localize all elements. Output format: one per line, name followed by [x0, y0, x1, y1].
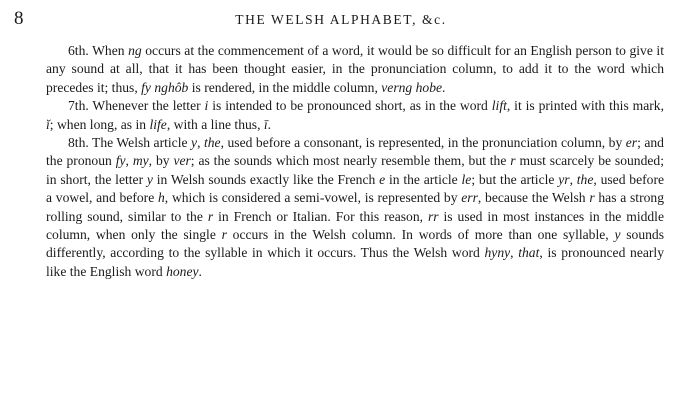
text-run: in the article — [385, 171, 462, 187]
text-run: must scarcely be sounded; in short, the letter — [46, 153, 665, 187]
text-run: , it is printed with this mark, — [506, 98, 664, 114]
paragraph-8th — [46, 134, 664, 281]
text-run: sounds differently, according to the syllable in which it occurs. Thus the Welsh word — [46, 227, 665, 261]
text-run: , — [197, 135, 204, 151]
text-run: . — [442, 79, 446, 95]
italic-text-run: hyny — [484, 245, 511, 261]
text-run: in French or Italian. For this reason, — [213, 208, 428, 224]
text-run: ; and the pronoun — [46, 135, 664, 169]
italic-text-run: ĭ — [46, 116, 50, 132]
italic-text-run: that — [518, 245, 540, 261]
running-title: THE WELSH ALPHABET, &c. — [235, 12, 447, 27]
italic-text-run: the — [576, 171, 594, 187]
italic-text-run: e — [379, 171, 386, 187]
text-run: occurs at the commencement of a word, it would be so difficult for an English person to give it any sound at all, that it has been thought easier, in the pronunciation column, to add it to the word which precedes it; thus, — [46, 43, 664, 95]
text-run: ; but the article — [471, 171, 559, 187]
italic-text-run: ng — [128, 43, 142, 58]
text-run: , used before a consonant, is represented, in the pronunciation column, by — [220, 135, 626, 151]
paragraph-7th — [46, 97, 664, 134]
text-run: 7th. Whenever the letter — [68, 98, 205, 114]
italic-text-run: le — [461, 171, 472, 187]
italic-text-run: lift — [491, 98, 507, 114]
italic-text-run: ver — [173, 153, 191, 169]
italic-text-run: r — [221, 227, 227, 243]
italic-text-run: y — [146, 171, 153, 187]
italic-text-run: i — [204, 98, 209, 114]
text-run: is rendered, in the middle column, — [188, 79, 382, 95]
italic-text-run: life — [149, 116, 167, 132]
italic-text-run: the — [203, 135, 221, 151]
text-run: , — [569, 171, 577, 187]
text-run: . — [267, 116, 272, 132]
italic-text-run: r — [207, 208, 214, 224]
italic-text-run: verng hobe — [381, 79, 443, 95]
text-run: . — [198, 263, 202, 279]
text-run: , which is considered a semi-vowel, is represented by — [164, 190, 462, 206]
text-run: in Welsh sounds exactly like the French — [152, 171, 380, 187]
text-run: , with a line thus, — [166, 116, 264, 132]
paragraph-6th — [46, 42, 664, 97]
page-number: 8 — [14, 8, 24, 29]
text-run: , — [510, 245, 519, 261]
body-text — [46, 42, 664, 281]
italic-text-run: fy nghôb — [141, 79, 189, 95]
text-run: has a strong rolling sound, similar to the — [46, 190, 664, 224]
italic-text-run: y — [614, 227, 621, 243]
italic-text-run: r — [589, 190, 595, 206]
italic-text-run: er — [625, 135, 638, 151]
italic-text-run: y — [191, 135, 198, 151]
italic-text-run: ī — [263, 116, 268, 132]
italic-text-run: my — [132, 153, 149, 169]
text-run: is intended to be pronounced short, as in the word — [208, 98, 492, 114]
italic-text-run: r — [510, 153, 516, 169]
text-run: , because the Welsh — [477, 190, 590, 206]
text-run: , is pronounced nearly like the English word — [46, 245, 664, 279]
text-run: ; when long, as in — [49, 116, 150, 132]
text-run: occurs in the Welsh column. In words of more than one syllable, — [226, 227, 615, 243]
running-head — [6, 8, 676, 32]
italic-text-run: fy — [115, 153, 126, 169]
text-run: , used before a vowel, and before — [46, 171, 665, 206]
text-run: 8th. The Welsh article — [68, 135, 192, 151]
text-run: , — [125, 153, 133, 169]
italic-text-run: honey — [166, 263, 199, 279]
italic-text-run: yr — [558, 171, 570, 187]
text-run: is used in most instances in the middle column, when only the single — [46, 208, 664, 243]
text-run: , by — [148, 153, 174, 169]
text-run: 6th. When — [68, 43, 129, 58]
italic-text-run: err — [461, 190, 478, 206]
text-run: ; as the sounds which most nearly resemble them, but the — [190, 153, 511, 169]
italic-text-run: rr — [427, 208, 439, 224]
italic-text-run: h — [158, 190, 165, 206]
